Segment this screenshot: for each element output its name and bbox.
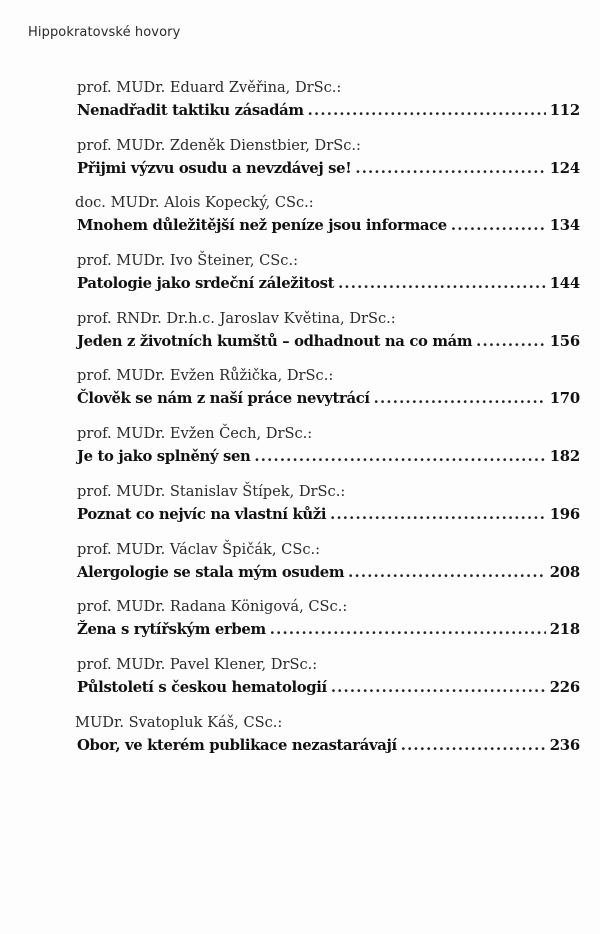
toc-title: Jeden z životních kumštů – odhadnout na co mám (77, 332, 473, 350)
toc-entry (77, 482, 580, 540)
toc-title-row (77, 158, 580, 180)
toc-title-row (77, 619, 580, 641)
toc-title: Člověk se nám z naší práce nevytrácí (77, 390, 370, 408)
toc-entry (77, 251, 580, 309)
toc-leader-dots (355, 158, 545, 180)
toc-entry (77, 713, 580, 771)
toc-entry (77, 309, 580, 367)
running-head: Hippokratovské hovory (28, 25, 181, 40)
toc-author: prof. MUDr. Evžen Čech, DrSc.: (77, 425, 313, 443)
toc-page-number: 182 (549, 448, 580, 466)
toc-title-row (77, 100, 580, 122)
toc-title: Půlstoletí s českou hematologií (77, 678, 327, 696)
toc-entry (77, 540, 580, 598)
toc-entry (77, 655, 580, 713)
toc-leader-dots (476, 331, 546, 353)
toc-title: Žena s rytířským erbem (77, 621, 266, 639)
toc-entry (77, 78, 580, 136)
toc-title-row (77, 388, 580, 410)
toc-page-number: 112 (549, 102, 580, 119)
toc-author: prof. MUDr. Václav Špičák, CSc.: (77, 540, 321, 558)
toc-title: Mnohem důležitější než peníze jsou informace (77, 217, 447, 235)
toc-leader-dots (338, 273, 546, 295)
toc-page-number: 226 (549, 678, 580, 696)
toc-author: prof. MUDr. Radana Königová, CSc.: (77, 598, 348, 616)
toc-leader-dots (331, 677, 546, 699)
toc-leader-dots (348, 562, 546, 584)
toc-author: prof. RNDr. Dr.h.c. Jaroslav Květina, DrSc.: (77, 309, 396, 327)
toc-author: prof. MUDr. Stanislav Štípek, DrSc.: (77, 482, 346, 500)
toc-author: doc. MUDr. Alois Kopecký, CSc.: (75, 194, 314, 212)
toc-leader-dots (270, 619, 546, 641)
toc-title-row (77, 677, 580, 699)
toc-title: Obor, ve kterém publikace nezastarávají (77, 736, 397, 754)
toc-title-row (77, 446, 580, 468)
toc-leader-dots (451, 215, 546, 237)
toc-leader-dots (308, 100, 546, 122)
toc-leader-dots (374, 388, 546, 410)
toc-title: Alergologie se stala mým osudem (77, 563, 345, 581)
table-of-contents (77, 78, 580, 770)
toc-title-row (77, 215, 580, 237)
toc-author: prof. MUDr. Ivo Šteiner, CSc.: (77, 252, 299, 270)
toc-title-row (77, 735, 580, 757)
toc-page-number: 208 (549, 563, 580, 581)
toc-author: prof. MUDr. Zdeněk Dienstbier, DrSc.: (77, 136, 361, 154)
toc-author: MUDr. Svatopluk Káš, CSc.: (75, 713, 283, 731)
toc-entry (77, 366, 580, 424)
toc-entry (77, 424, 580, 482)
toc-title: Patologie jako srdeční záležitost (77, 275, 335, 293)
toc-author: prof. MUDr. Pavel Klener, DrSc.: (77, 655, 318, 673)
toc-title-row (77, 331, 580, 353)
toc-page-number: 134 (549, 217, 580, 235)
toc-title: Poznat co nejvíc na vlastní kůži (77, 505, 327, 523)
toc-leader-dots (330, 504, 546, 526)
toc-leader-dots (401, 735, 546, 757)
toc-title-row (77, 504, 580, 526)
toc-entry (77, 193, 580, 251)
toc-page-number: 156 (549, 332, 580, 350)
toc-page-number: 236 (549, 736, 580, 754)
toc-author: prof. MUDr. Evžen Růžička, DrSc.: (77, 367, 334, 385)
toc-page-number: 170 (549, 390, 580, 408)
toc-page-number: 124 (549, 159, 580, 177)
toc-title: Nenadřadit taktiku zásadám (77, 102, 304, 119)
toc-title: Je to jako splněný sen (77, 448, 251, 466)
toc-title-row (77, 273, 580, 295)
toc-title-row (77, 562, 580, 584)
toc-title: Přijmi výzvu osudu a nevzdávej se! (77, 159, 352, 177)
toc-page-number: 144 (549, 275, 580, 293)
toc-leader-dots (254, 446, 545, 468)
toc-page-number: 218 (549, 621, 580, 639)
toc-author: prof. MUDr. Eduard Zvěřina, DrSc.: (77, 79, 342, 96)
toc-entry (77, 597, 580, 655)
toc-page-number: 196 (549, 505, 580, 523)
toc-entry (77, 136, 580, 194)
